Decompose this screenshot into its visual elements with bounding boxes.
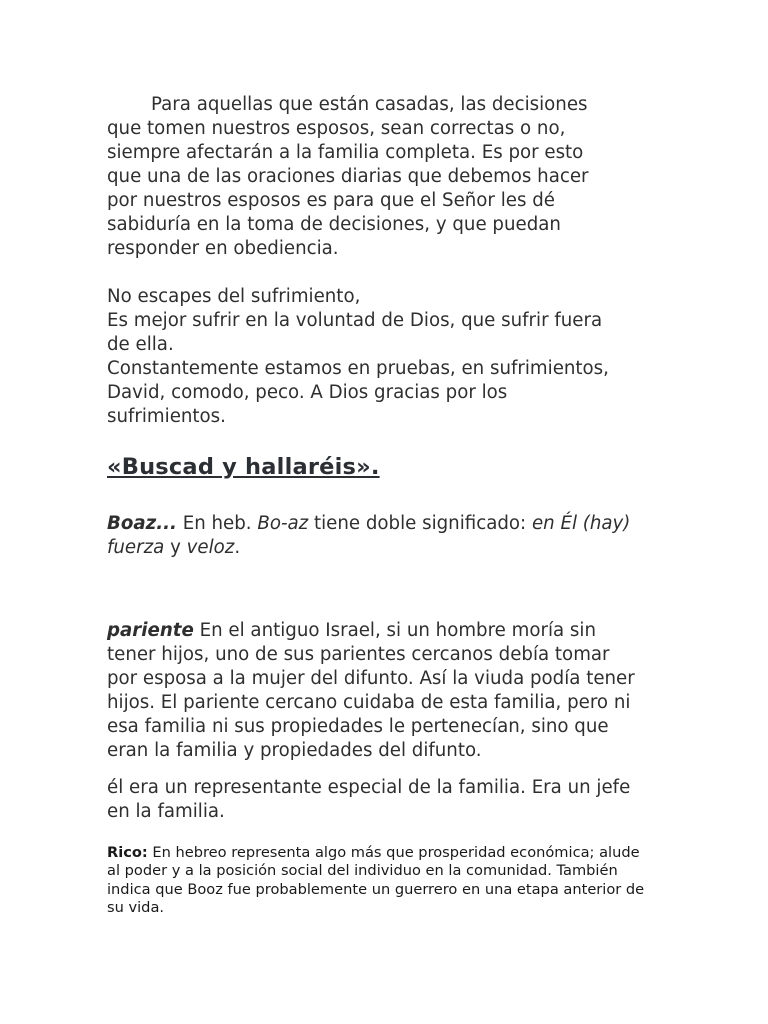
text-line: en la familia. bbox=[107, 801, 225, 822]
text-line: tener hijos, uno de sus parientes cercanos debía tomar bbox=[107, 644, 610, 665]
text-line: él era un representante especial de la familia. Era un jefe bbox=[107, 777, 631, 798]
pariente-definition bbox=[107, 619, 667, 763]
text-line bbox=[107, 619, 667, 643]
boaz-definition bbox=[107, 512, 667, 560]
term-pariente: pariente bbox=[107, 620, 194, 641]
term-boaz: Boaz... bbox=[107, 513, 177, 534]
text-span-italic: en Él (hay) bbox=[531, 513, 631, 534]
text-span: y bbox=[164, 537, 187, 558]
paragraph-representative bbox=[107, 776, 667, 824]
text-line: que tomen nuestros esposos, sean correctas o no, bbox=[107, 118, 566, 139]
rico-definition bbox=[107, 844, 672, 917]
text-line: hijos. El pariente cercano cuidaba de esta familia, pero ni bbox=[107, 692, 631, 713]
text-span: En heb. bbox=[176, 513, 258, 534]
text-line bbox=[107, 844, 672, 862]
text-line: siempre afectarán a la familia completa. Es por esto bbox=[107, 142, 584, 163]
text-line: que una de las oraciones diarias que debemos hacer bbox=[107, 166, 589, 187]
text-span: En el antiguo Israel, si un hombre moría sin bbox=[193, 620, 596, 641]
text-line bbox=[107, 93, 667, 117]
text-line: responder en obediencia. bbox=[107, 238, 339, 259]
text-line-content: Para aquellas que están casadas, las decisiones bbox=[151, 94, 588, 115]
paragraph-suffering bbox=[107, 285, 667, 429]
text-span-italic: veloz bbox=[186, 537, 235, 558]
text-line: Es mejor sufrir en la voluntad de Dios, que sufrir fuera bbox=[107, 310, 603, 331]
paragraph-married-decisions bbox=[107, 93, 667, 261]
text-span-italic: fuerza bbox=[107, 537, 165, 558]
term-rico: Rico: bbox=[107, 844, 148, 861]
text-span-italic: Bo-az bbox=[257, 513, 309, 534]
text-line bbox=[107, 512, 667, 536]
text-line: al poder y a la posición social del individuo en la comunidad. También bbox=[107, 862, 618, 880]
text-line: David, comodo, peco. A Dios gracias por los bbox=[107, 382, 508, 403]
text-line: sabiduría en la toma de decisiones, y que puedan bbox=[107, 214, 561, 235]
text-line: por esposa a la mujer del difunto. Así la viuda podía tener bbox=[107, 668, 635, 689]
text-line bbox=[107, 536, 667, 560]
text-line: de ella. bbox=[107, 334, 174, 355]
text-line: sufrimientos. bbox=[107, 406, 226, 427]
text-span: En hebreo representa algo más que prosperidad económica; alude bbox=[147, 844, 640, 861]
section-heading: «Buscad y hallaréis». bbox=[107, 454, 380, 480]
text-line: por nuestros esposos es para que el Señor les dé bbox=[107, 190, 555, 211]
text-line: indica que Booz fue probablemente un guerrero en una etapa anterior de bbox=[107, 880, 645, 898]
text-line: No escapes del sufrimiento, bbox=[107, 286, 361, 307]
text-line: eran la familia y propiedades del difunto. bbox=[107, 740, 482, 761]
text-span: . bbox=[234, 537, 241, 558]
text-line: su vida. bbox=[107, 898, 165, 916]
text-span: tiene doble significado: bbox=[308, 513, 532, 534]
text-line: esa familia ni sus propiedades le pertenecían, sino que bbox=[107, 716, 609, 737]
text-line: Constantemente estamos en pruebas, en sufrimientos, bbox=[107, 358, 609, 379]
